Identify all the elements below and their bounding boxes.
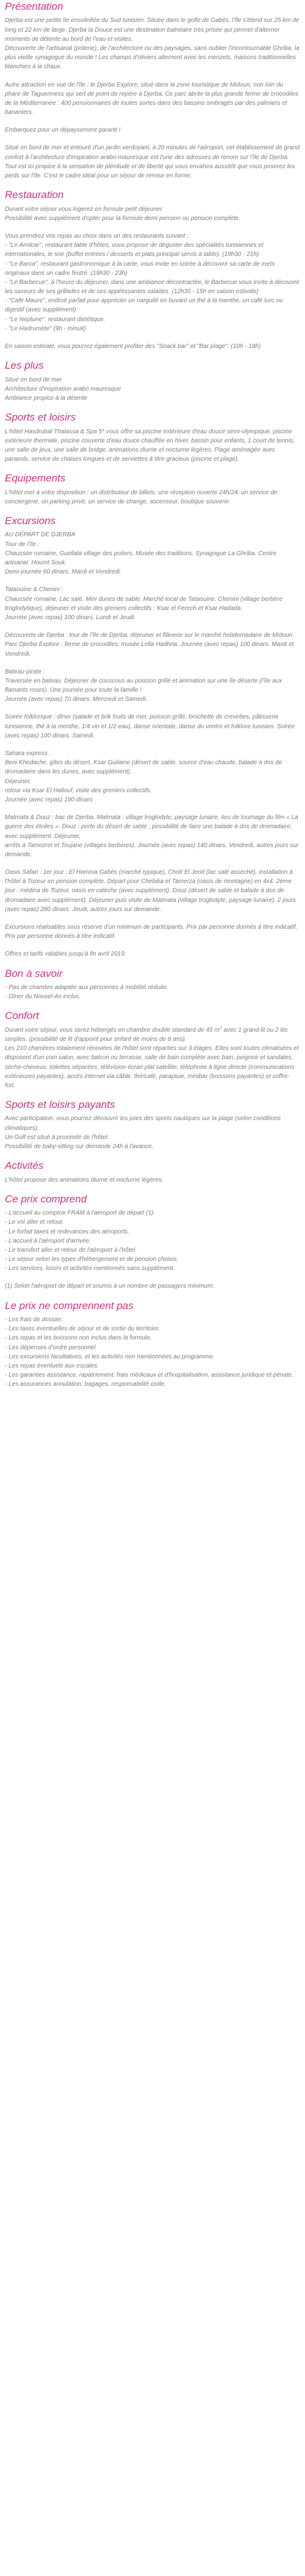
text-line: Demi-journée 60 dinars. Mardi et Vendredi. [5, 569, 121, 576]
section-paragraph [5, 126, 300, 135]
text-line: Les 210 chambres totalement rénovées de l'hôtel sont réparties sur 3 étages. Elles sont toutes climatisées et disposent d'un coin salon, avec balcon ou terrasse, salle de bain complète avec bain, peignoir et sandales, sèche-cheveux, toilettes séparées, télévision écran plat satellite, téléphone à ligne directe (communications extérieures payantes), accès internet via câble, thé/café, parapluie, minibar (boissons payantes) et coffre-fort. [5, 1045, 299, 1089]
text-line: - Le transfert aller et retour de l'aéroport à l'hôtel. [5, 1246, 137, 1254]
text-line: - L'accueil à l'aéroport d'arrivée. [5, 1237, 91, 1244]
text-line: Autre attraction en vue de l'île : le Djerba Explore, situé dans la zone touristique de Midoun, non loin du phare de Taguermess qui sert de point de repère à Djerba. Ce parc abrite la plus grande ferme de crocodiles de la Méditerranée : 400 pensionnaires de toutes sortes dans des bassins ombragés par des palmiers et bananiers. [5, 81, 299, 116]
section-title: Bon à savoir [5, 967, 63, 979]
section-paragraph [5, 530, 300, 577]
text-line: Vous prendrez vos repas au choix dans un des restaurants suivant : [5, 232, 188, 240]
section-paragraph [5, 712, 300, 740]
text-line: arrêts à Tamezret et Toujane (villages berbères). Journée (avec repas) 140 dinars. Vendredi, autres jours sur demande. [5, 842, 299, 858]
text-line: - Le forfait taxes et redevances des aéroports. [5, 1228, 129, 1235]
text-line: Offres et tarifs valables jusqu'à fin avril 2019. [5, 951, 126, 958]
text-line: - Les services, loisirs et activités mentionnés sans supplément. [5, 1265, 175, 1272]
text-line: Soirée folklorique : dîner (salade et brik fruits de mer, poisson grillé, brochette de crevettes, pâtisserie tunisienne, thé à la menthe, 1/4 vin et 1/2 eau), danse orientale, danse du ventre et folklore tunisien. Soirée (avec repas) 100 dinars. Samedi. [5, 714, 295, 739]
section-paragraph [5, 631, 300, 659]
section-paragraph [5, 923, 300, 941]
text-line: Traversée en bateau. Déjeuner de couscous au poisson grillé et animation sur une île déserte (l'île aux flamants roses). Une journée pour toute la famille ! [5, 677, 282, 694]
text-line: - "Le Hadrumète" (9h - minuit) [5, 325, 86, 332]
text-line: Découverte de l'artisanat (poterie), de l'architecture ou des paysages, sans oublier l'incontournable Ghriba, la plus vieille synagogue du monde ! Les champs d'oliviers alternent avec les menzels, maisons traditionnelles blanchies à la chaux. [5, 44, 300, 71]
section-paragraph [5, 868, 300, 914]
section-title: Activités [5, 1160, 44, 1172]
text-line: Embarquez pour un dépaysement garanti ! [5, 127, 121, 134]
section-paragraph [5, 80, 300, 118]
section-paragraph [5, 1114, 300, 1151]
text-line: Djerba est une petite île ensoleillée du Sud tunisien. Située dans le golfe de Gabès, l'île s'étend sur 25 km de long et 22 km de large. Djerba la Douce est une destination balnéaire très prisée qui permet d'alterner moments de détente au bord de l'eau et visites. [5, 17, 300, 43]
text-line: Oasis Safari : 1er jour : El Hamma Gabès (marché typique), Chott El Jerid (lac salé asséché), installation à l'hôtel à Tozeur en pension complète. Départ pour Chebika et Tamerza (oasis de montagne) en 4x4. 2ème jour : médina de Tozeur, oasis en calèche (avec supplément). Douz (désert de sable et balade à dos de dromadaire avec supplément). Déjeuner puis visite de Matmata (village troglodyte, paysage lunaire). 2 jours (avec repas) 280 dinars. Jeudi, autres jours sur demande. [5, 869, 296, 913]
text-line: Journée (avec repas) 190 dinars [5, 796, 93, 803]
section-paragraph [5, 1176, 300, 1185]
text-line: - Le vol aller et retour. [5, 1219, 64, 1226]
text-line: Sahara express : [5, 750, 51, 758]
section-title: Equipements [5, 472, 66, 484]
section-title: Sports et loisirs [5, 411, 76, 424]
section-paragraph [5, 749, 300, 804]
section-title: Excursions [5, 515, 56, 527]
text-line: Durant votre séjour vous logerez en formule petit déjeuner. [5, 205, 164, 213]
text-line: retour via Ksar El Hallouf, visite des greniers collectifs. [5, 787, 152, 794]
text-line: Déjeuner, [5, 778, 31, 785]
text-line: Journée (avec repas) 100 dinars. Lundi et Jeudi. [5, 614, 136, 621]
section-title: Restauration [5, 189, 64, 201]
text-line: Possibilité avec supplément d'opter pour la formule demi pension ou pension complète. [5, 215, 241, 222]
text-line: - Les repas éventuels aux escales. [5, 1363, 99, 1369]
text-line: Chaussée romaine, Guellala village des potiers. Musée des traditions. Synagogue La Ghriba. Centre artisanal. Houmt Souk. [5, 550, 277, 567]
section-paragraph [5, 667, 300, 704]
section-paragraph [5, 949, 300, 959]
text-line: En saison estivale, vous pourrez également profiter des "Snack bar" et "Bar plage". (10h - 18h) [5, 343, 261, 350]
text-line: - Les repas et les boissons non inclus dans la formule. [5, 1335, 152, 1342]
text-line: Chaussée romaine, Lac salé. Mini dunes de sable. Marché local de Tataouine. Chenini (village berbère troglodytique), déjeuner et visite des greniers collectifs : Ksar el Ferech et Ksar Hadada. [5, 595, 282, 612]
text-line: Tataouine & Chenini : [5, 586, 63, 594]
text-line: - Les garanties assistance, rapatriement, frais médicaux et d'hospitalisation, assistance juridique et pénale. [5, 1372, 293, 1379]
section-paragraph [5, 1026, 300, 1090]
text-line: Ambiance propice à la détente [5, 394, 88, 402]
text-line: - Les taxes éventuelles de séjour et de sortie du territoire. [5, 1325, 160, 1333]
section-title: Les plus [5, 360, 44, 372]
text-line: Matmata & Douz : bac de Djerba, Matmata : village troglodyte, paysage lunaire, lieu de tournage du film « La guerre des étoiles ». Douz : porte du désert de sable ; possibilité de faire une balade à dos de dromadaire, avec supplément. Déjeuner, [5, 814, 298, 840]
text-line: Un Golf est situé à proximité de l'hôtel. [5, 1134, 109, 1141]
text-line: Bateau-pirate : [5, 668, 45, 675]
section-title: Confort [5, 1010, 39, 1022]
section-title: Ce prix comprend [5, 1193, 87, 1205]
section-paragraph [5, 983, 300, 1001]
text-line: - "Le Barbecue", à l'heure du déjeuner, dans une ambiance décontractée, le Barbecue vous invite à découvrir les saveurs de ses grillades et de ses appétissantes salades. (12h30 - 15h en saison estivale) [5, 279, 300, 296]
text-line: Avec participation, vous pourrez découvrir les joies des sports nautiques sur la plage (selon conditions climatiques). [5, 1115, 281, 1132]
section-paragraph [5, 375, 300, 403]
text-line: L'hôtel propose des animations diurne et nocturne légères. [5, 1176, 163, 1183]
text-line: - Dîner du Nouvel An inclus. [5, 993, 81, 1001]
section-title: Le prix ne comprennent pas [5, 1299, 134, 1311]
section-title: Présentation [5, 1, 63, 12]
section-paragraph [5, 143, 300, 180]
text-line: AU DÉPART DE DJERBA [5, 531, 76, 539]
text-line: - Les frais de dossier. [5, 1316, 63, 1324]
section-paragraph [5, 427, 300, 464]
text-line: Architecture d'inspiration arabo mauresque [5, 385, 121, 392]
section-paragraph [5, 1208, 300, 1273]
text-line: - Les assurances annulation, bagages, responsabilité civile. [5, 1381, 167, 1388]
section-paragraph [5, 813, 300, 859]
section-title: Sports et loisirs payants [5, 1099, 115, 1111]
text-line: - "Le Barca", restaurant gastronomique à la carte, vous invite en soirée à découvrir sa carte de mets originaux dans un cadre feutré. (19h30 - 23h) [5, 260, 275, 277]
section-paragraph [5, 232, 300, 333]
text-line: Découverte de Djerba : tour de l'île de Djerba, déjeuner et flânerie sur le marché hebdomadaire de Midoun. Parc Djerba Explore : ferme de crocodiles, musée Lella Hadhria. Journée (avec repas) 100 dinars. Mardi et Vendredi. [5, 632, 294, 658]
section-paragraph [5, 1282, 300, 1291]
text-line: Situé en bord de mer et entouré d'un jardin verdoyant, à 20 minutes de l'aéroport, cet établissement de grand confort à l'architecture d'inspiration arabo-mauresque est l'une des adresses de renom sur l'île de Djerba. Tout est ici propice à la sensation de plénitude et de liberté qui vous envahira aussitôt que vous poserez les pieds sur l'île. C'est le cadre idéal pour un séjour de remise en forme. [5, 144, 300, 180]
section-paragraph [5, 585, 300, 622]
text-line: - "Le Neptune", restaurant diététique. [5, 316, 106, 323]
text-line: L'hôtel Hasdrubal Thalassa & Spa 5* vous offre sa piscine extérieure d'eau douce semi-olympique, piscine extérieure thermale, piscine couverte d'eau douce chauffée en hiver, bassin pour enfants, 1 court de tennis, une salle de jeux, une salle de bridge, animations diurne et nocturne légères. Plage aménagée avec parasols, service de chaises longues et de serviettes à titre gracieux (piscine et plage). [5, 428, 295, 463]
section-paragraph [5, 1315, 300, 1389]
text-line: - Les dépenses d'ordre personnel [5, 1344, 96, 1351]
text-line: - Pas de chambre adaptée aux personnes à mobilité réduite. [5, 984, 168, 991]
text-line: Excursions réalisables sous réserve d'un minimum de participants. Prix par personne donnés à titre indicatif. [5, 924, 298, 931]
text-line: - "Café Maure", endroit parfait pour apprécier un narguilé en buvant un thé à la menthe, un café turc ou digestif (avec supplément) [5, 297, 283, 314]
text-line: Beni Khedache, gîtes du désert, Ksar Guilaine (désert de sable, source d'eau chaude, balade à dos de dromadaire dans les dunes, avec supplément). [5, 759, 282, 776]
text-line: - Le séjour selon les types d'hébergement et de pension choisis. [5, 1256, 179, 1263]
section-paragraph [5, 16, 300, 71]
section-paragraph [5, 342, 300, 351]
text-line: - L'accueil au comptoir FRAM à l'aéroport de départ (1). [5, 1210, 156, 1217]
text-line: - "Le Amilcar", restaurant table d'hôtes, vous propose de déguster des spécialités tunisiennes et internationales, le soir (buffet entrées / desserts et plats principal servis à table). (19h30 - 21h) [5, 242, 264, 258]
text-line: Possibilité de baby-sitting sur demande 24h à l'avance. [5, 1143, 154, 1151]
text-line: Prix par personne donnés à titre indicatif. [5, 933, 116, 940]
text-line: (1) Selon l'aéroport de départ et soumis à un nombre de passagers minimum. [5, 1283, 215, 1290]
text-line: Durant votre séjour, vous serez hébergés en chambre double standard de 45 $m^2$ avec 1 grand lit ou 2 lits simples. (possibilité de lit d'appoint pour enfant de moins de 8 ans). [5, 1026, 288, 1043]
section-paragraph [5, 488, 300, 506]
text-line: Tour de l'île : [5, 541, 40, 548]
text-line: L'hôtel met à votre disposition : un distributeur de billets, une réception ouverte 24h/24, un service de conciergerie, un parking privé, un service de change, ascenseur, boutique souvenir. [5, 489, 278, 505]
text-line: Journée (avec repas) 70 dinars. Mercredi et Samedi. [5, 696, 148, 703]
text-line: Situé en bord de mer [5, 376, 62, 383]
text-line: - Les excursions facultatives, et les activités non mentionnées au programme. [5, 1353, 215, 1360]
section-paragraph [5, 205, 300, 223]
